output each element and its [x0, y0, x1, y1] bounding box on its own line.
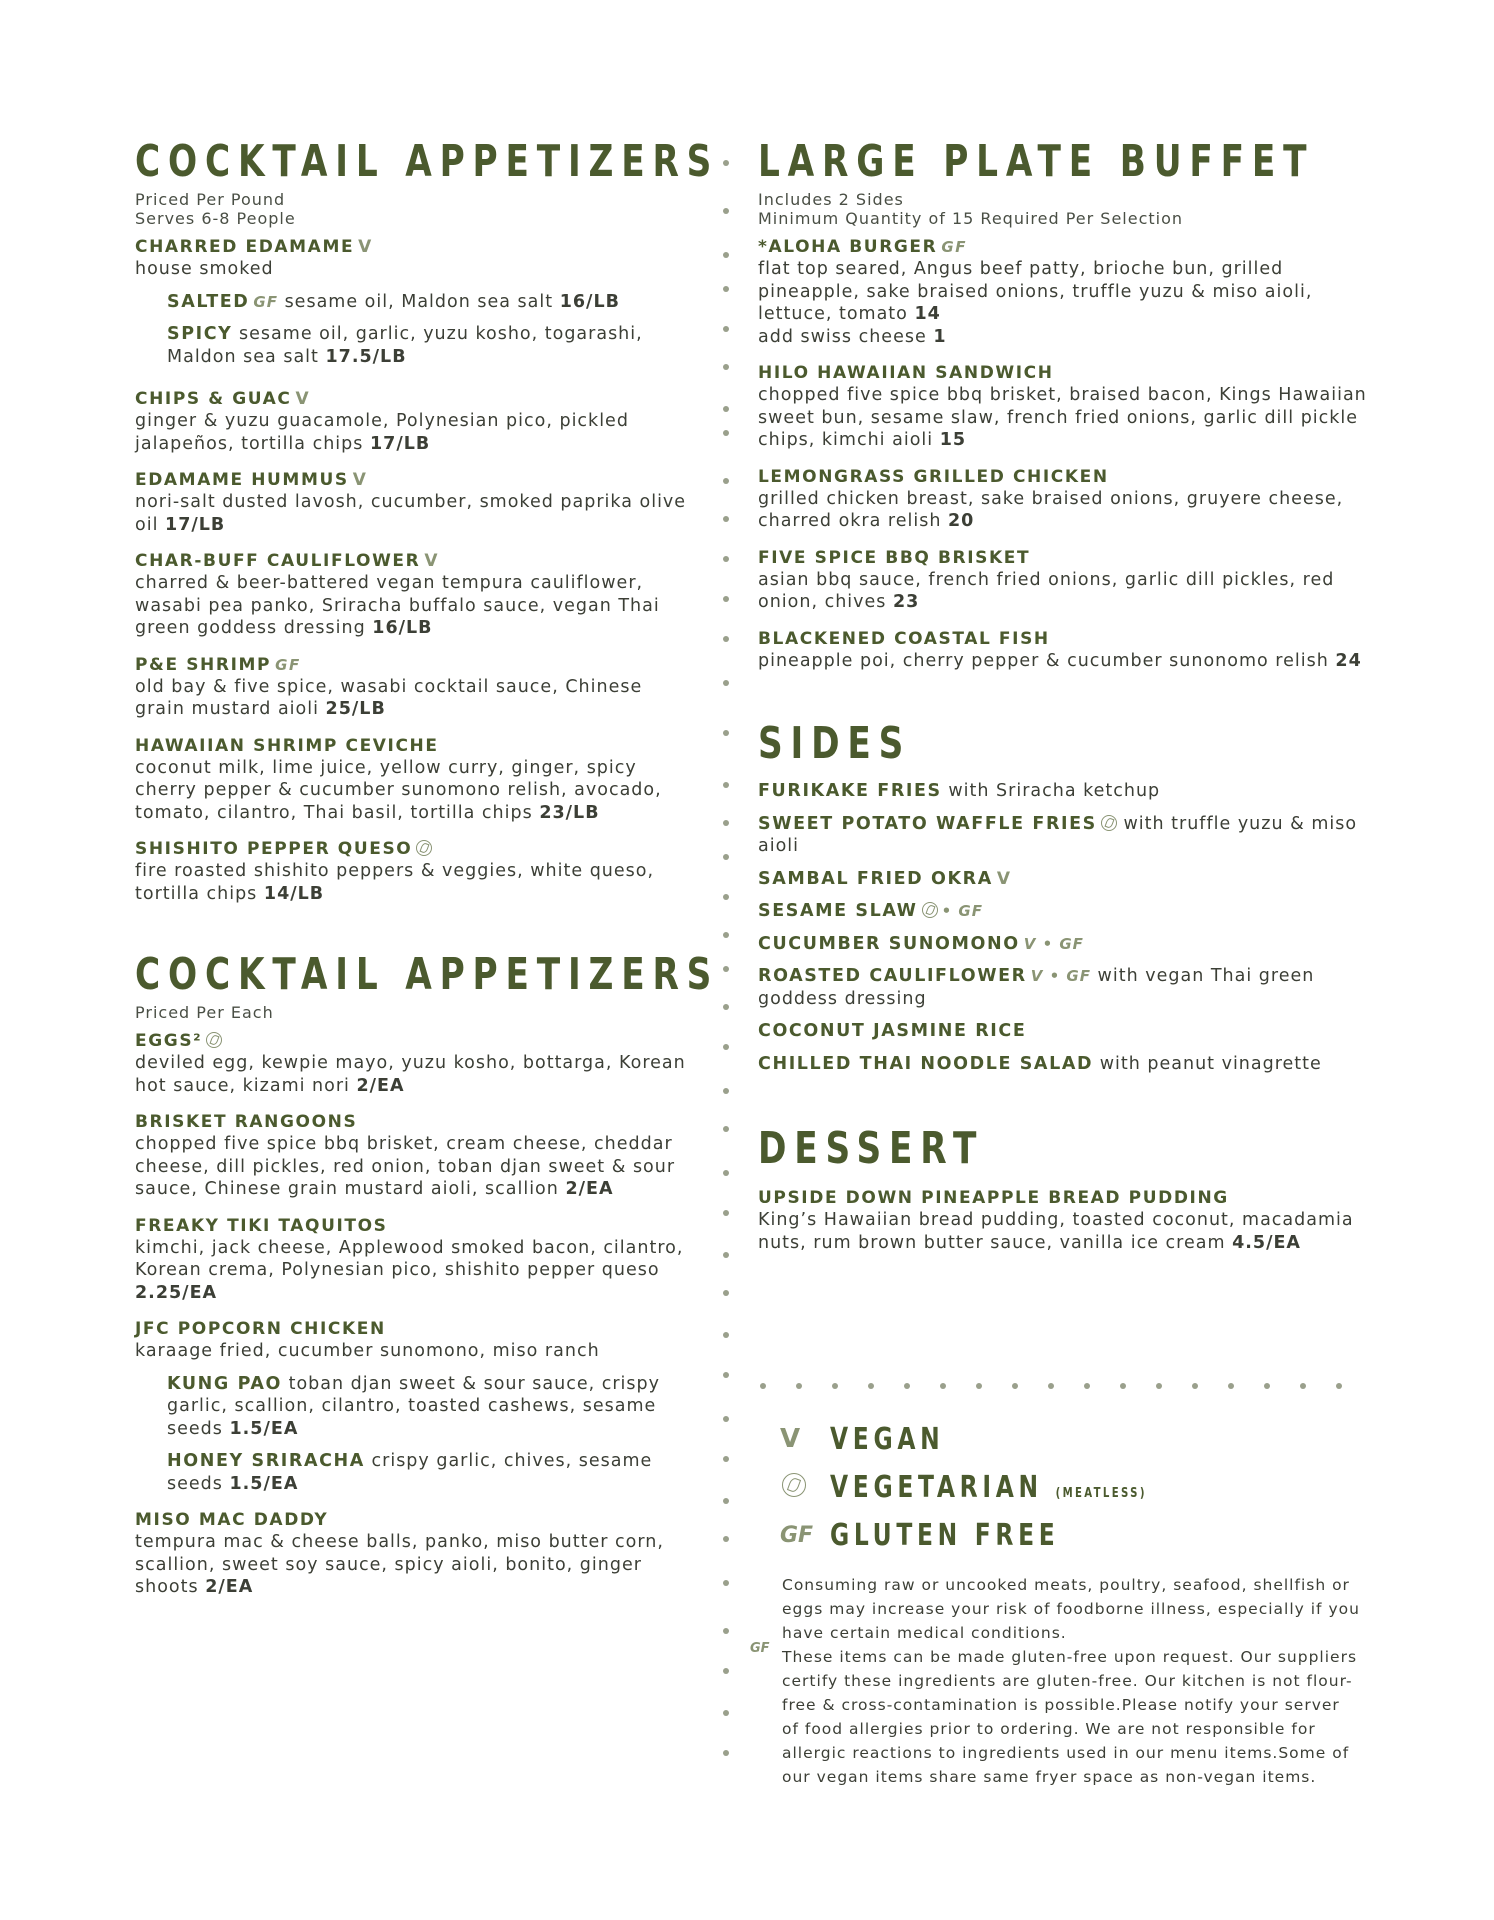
section-title-cocktail-each: COCKTAIL APPETIZERS — [135, 949, 720, 1000]
menu-item-edamame-hummus: EDAMAME HUMMUS V nori-salt dusted lavosh, cucumber, smoked paprika olive oil 17/LB — [135, 470, 687, 535]
menu-item-coastal-fish: BLACKENED COASTAL FISH pineapple poi, cherry pepper & cucumber sunonomo relish 24 — [758, 628, 1362, 671]
vegetarian-leaf-icon — [206, 1032, 222, 1048]
gluten-free-icon: GF — [941, 238, 968, 256]
menu-item-chips-guac: CHIPS & GUAC V ginger & yuzu guacamole, Polynesian pico, pickled jalapeños, tortilla chips 17/LB — [135, 389, 629, 454]
vegetarian-leaf-icon — [416, 840, 432, 856]
menu-item-brisket-rangoons: BRISKET RANGOONS chopped five spice bbq brisket, cream cheese, cheddar cheese, dill pickles, red onion, toban djan sweet & sour sauce, Chinese grain mustard aioli, scallion 2/EA — [135, 1112, 676, 1199]
menu-item-shrimp-ceviche: HAWAIIAN SHRIMP CEVICHE coconut milk, lime juice, yellow curry, ginger, spicy cherry pepper & cucumber sunomono relish, avocado, tomato, cilantro, Thai basil, tortilla chips 23/LB — [135, 735, 662, 823]
side-cucumber-sunomono: CUCUMBER SUNOMONO V • GF — [758, 933, 1084, 954]
menu-subitem-kung-pao: KUNG PAO toban djan sweet & sour sauce, crispy garlic, scallion, cilantro, toasted cashews, sesame seeds 1.5/EA — [167, 1373, 660, 1439]
menu-item-tiki-taquitos: FREAKY TIKI TAQUITOS kimchi, jack cheese, Applewood smoked bacon, cilantro, Korean crema, Polynesian pico, shishito pepper queso 2.25/EA — [135, 1215, 684, 1303]
dessert-bread-pudding: UPSIDE DOWN PINEAPPLE BREAD PUDDING King’s Hawaiian bread pudding, toasted coconut, macadamia nuts, rum brown butter sauce, vanilla ice cream 4.5/EA — [758, 1188, 1354, 1253]
menu-item-pe-shrimp: P&E SHRIMP GF old bay & five spice, wasabi cocktail sauce, Chinese grain mustard aioli 25/LB — [135, 654, 643, 719]
side-sesame-slaw: SESAME SLAW • GF — [758, 901, 983, 921]
side-sweet-potato-fries: SWEET POTATO WAFFLE FRIES with truffle yuzu & miso aioli — [758, 813, 1358, 856]
legend-vegetarian: VEGETARIAN (MEATLESS) — [780, 1463, 1236, 1511]
right-column — [758, 136, 1368, 1254]
vegetarian-leaf-icon — [922, 902, 938, 918]
gluten-free-icon: • GF — [941, 902, 983, 920]
menu-subitem-salted: SALTED GF sesame oil, Maldon sea salt 16/LB — [167, 291, 620, 312]
vegan-icon: V — [424, 551, 440, 571]
dietary-legend — [780, 1415, 1236, 1559]
side-sambal-okra: SAMBAL FRIED OKRA V — [758, 868, 1012, 889]
menu-item-shishito-queso: SHISHITO PEPPER QUESO fire roasted shishito peppers & veggies, white queso, tortilla chips 14/LB — [135, 839, 655, 904]
vegan-gluten-free-icon: V • GF — [1023, 934, 1084, 953]
gluten-free-icon: GF — [253, 292, 278, 311]
gluten-free-icon: GF — [780, 1522, 814, 1548]
side-furikake-fries: FURIKAKE FRIES with Sriracha ketchup — [758, 781, 1161, 801]
vegetarian-leaf-icon — [782, 1473, 806, 1497]
section-subtitle: Priced Per Pound Serves 6-8 People — [135, 190, 296, 228]
section-title-sides: SIDES — [758, 718, 912, 769]
menu-item-aloha-burger: *ALOHA BURGER GF flat top seared, Angus beef patty, brioche bun, grilled pineapple, sake braised onions, truffle yuzu & miso aioli, lettuce, tomato 14 add swiss cheese 1 — [758, 237, 1313, 347]
vegan-icon: V — [358, 237, 373, 257]
side-coconut-rice: COCONUT JASMINE RICE — [758, 1021, 1027, 1041]
allergy-disclaimer: Consuming raw or uncooked meats, poultry, seafood, shellfish or eggs may increase your risk of foodborne illness, especially if you have certain medical conditions. These items can be made gluten-free upon request. Our suppliers certify these ingredients are gluten-free. Our kitchen is not flour-free & cross-contamination is possible.Please notify your server of food allergies prior to ordering. We are not responsible for allergic reactions to ingredients used in our menu items.Some of our vegan items share same fryer space as non-vegan items. — [782, 1576, 1360, 1786]
section-title-dessert: DESSERT — [758, 1123, 985, 1174]
menu-item-eggs: EGGS² deviled egg, kewpie mayo, yuzu kosho, bottarga, Korean hot sauce, kizami nori 2/EA — [135, 1031, 686, 1096]
section-title-cocktail-pound: COCKTAIL APPETIZERS — [135, 136, 720, 187]
menu-item-miso-mac-daddy: MISO MAC DADDY tempura mac & cheese balls, panko, miso butter corn, scallion, sweet soy sauce, spicy aioli, bonito, ginger shoots 2/EA — [135, 1510, 664, 1597]
side-roasted-cauliflower: ROASTED CAULIFLOWER V • GF with vegan Thai green goddess dressing — [758, 966, 1315, 1009]
vegan-icon: V — [780, 1424, 801, 1454]
side-thai-noodle-salad: CHILLED THAI NOODLE SALAD with peanut vinagrette — [758, 1053, 1322, 1074]
vegan-icon: V — [996, 868, 1012, 889]
menu-item-hilo-sandwich: HILO HAWAIIAN SANDWICH chopped five spice bbq brisket, braised bacon, Kings Hawaiian sweet bun, sesame slaw, french fried onions, garlic dill pickle chips, kimchi aioli 15 — [758, 363, 1367, 450]
horizontal-dot-divider — [760, 1383, 1360, 1391]
section-subtitle: Includes 2 Sides Minimum Quantity of 15 Required Per Selection — [758, 190, 1184, 228]
menu-item-lemongrass-chicken: LEMONGRASS GRILLED CHICKEN grilled chicken breast, sake braised onions, gruyere cheese, charred okra relish 20 — [758, 466, 1344, 531]
section-title-buffet: LARGE PLATE BUFFET — [758, 136, 1315, 187]
left-column — [135, 136, 720, 1599]
vegetarian-leaf-icon — [1101, 815, 1117, 831]
gluten-free-icon: GF — [275, 655, 301, 674]
vegan-gluten-free-icon: V • GF — [1030, 967, 1091, 985]
vegan-icon: V — [295, 389, 311, 409]
section-subtitle: Priced Per Each — [135, 1003, 274, 1022]
menu-item-bbq-brisket: FIVE SPICE BBQ BRISKET asian bbq sauce, french fried onions, garlic dill pickles, red onion, chives 23 — [758, 547, 1335, 612]
legend-gluten-free: GF GLUTEN FREE — [780, 1517, 1060, 1553]
menu-item-jfc-popcorn-chicken: JFC POPCORN CHICKEN karaage fried, cucumber sunomono, miso ranch KUNG PAO toban djan sweet & sour sauce, crispy garlic, scallion, cilantro, toasted cashews, sesame seeds 1.5/EA HONEY SRIRACHA crispy garlic, chives, sesame seeds 1.5/EA — [135, 1318, 695, 1495]
menu-item-char-buff-cauliflower: CHAR-BUFF CAULIFLOWER V charred & beer-battered vegan tempura cauliflower, wasabi pea panko, Sriracha buffalo sauce, vegan Thai green goddess dressing 16/LB — [135, 551, 660, 638]
menu-subitem-spicy: SPICY sesame oil, garlic, yuzu kosho, togarashi, Maldon sea salt 17.5/LB — [167, 324, 643, 367]
menu-subitem-honey-sriracha: HONEY SRIRACHA crispy garlic, chives, sesame seeds 1.5/EA — [167, 1451, 653, 1494]
vegan-icon: V — [352, 470, 368, 490]
gluten-free-icon: GF — [750, 1641, 770, 1656]
menu-item-charred-edamame: CHARRED EDAMAME V house smoked SALTED GF sesame oil, Maldon sea salt 16/LB SPICY sesame oil, garlic, yuzu kosho, togarashi, Maldon sea salt 17.5/LB — [135, 236, 695, 368]
legend-vegan: V VEGAN — [780, 1421, 945, 1457]
